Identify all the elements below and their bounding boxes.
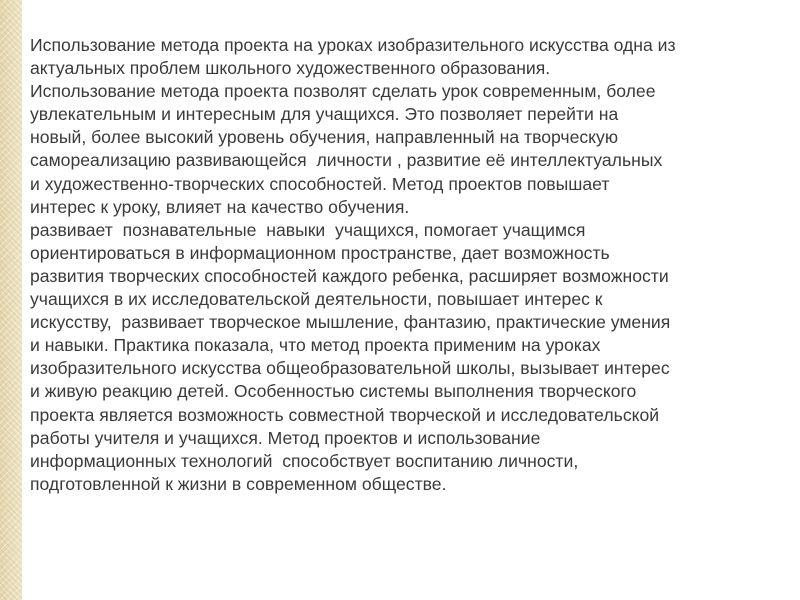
text-line: и живую реакцию детей. Особенностью системы выполнения творческого <box>30 381 637 402</box>
text-line: самореализацию развивающейся личности , развитие её интеллектуальных <box>30 150 663 171</box>
text-line: учащихся в их исследовательской деятельности, повышает интерес к <box>30 289 603 310</box>
text-line: информационных технологий способствует воспитанию личности, <box>30 450 579 471</box>
text-line: актуальных проблем школьного художественного образования. <box>30 58 551 79</box>
text-line: развития творческих способностей каждого ребенка, расширяет возможности <box>30 265 669 286</box>
text-line: Использование метода проекта на уроках изобразительного искусства одна из <box>30 35 676 55</box>
text-line: ориентироваться в информационном пространстве, дает возможность <box>30 242 610 263</box>
text-line: развивает познавательные навыки учащихся, помогает учащимся <box>30 219 586 240</box>
text-line: работы учителя и учащихся. Метод проектов и использование <box>30 427 541 448</box>
text-line: искусству, развивает творческое мышление, фантазию, практические умения <box>30 312 671 333</box>
text-line: увлекательным и интересным для учащихся. Это позволяет перейти на <box>30 104 619 125</box>
text-line: новый, более высокий уровень обучения, направленный на творческую <box>30 127 619 148</box>
text-line: интерес к уроку, влияет на качество обучения. <box>30 196 410 217</box>
text-line: проекта является возможность совместной творческой и исследовательской <box>30 404 660 425</box>
body-text <box>30 34 790 496</box>
text-line: и навыки. Практика показала, что метод проекта применим на уроках <box>30 335 601 356</box>
text-line: подготовленной к жизни в современном обществе. <box>30 473 447 494</box>
text-line: и художественно-творческих способностей. Метод проектов повышает <box>30 173 610 194</box>
decorative-side-stripe <box>0 0 22 600</box>
text-line: изобразительного искусства общеобразовательной школы, вызывает интерес <box>30 358 670 379</box>
text-line: Использование метода проекта позволят сделать урок современным, более <box>30 81 656 102</box>
